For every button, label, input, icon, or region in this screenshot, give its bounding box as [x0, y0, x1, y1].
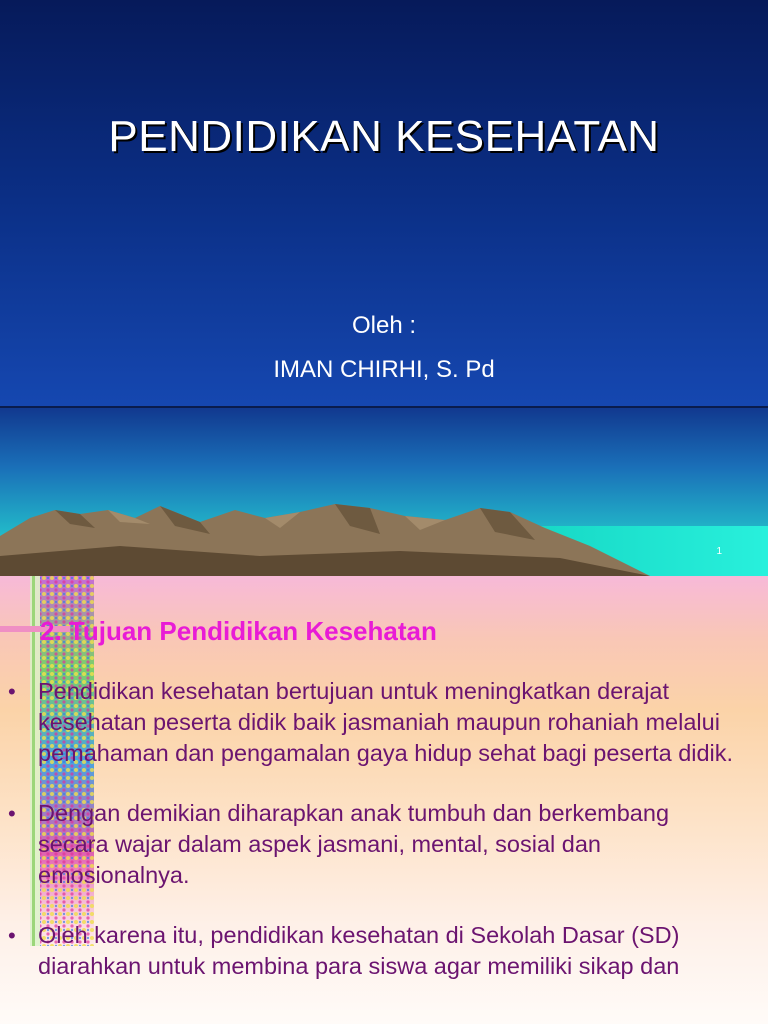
list-item — [0, 798, 768, 891]
bullet-text: Oleh karena itu, pendidikan kesehatan di Sekolah Dasar (SD) diarahkan untuk membina para siswa agar memiliki sikap dan — [38, 922, 680, 979]
slide-title: PENDIDIKAN KESEHATAN — [108, 112, 660, 161]
bullet-icon: • — [8, 923, 16, 948]
slide-heading: 2. Tujuan Pendidikan Kesehatan — [40, 616, 437, 646]
author-label: Oleh : — [351, 312, 417, 339]
author-name: IMAN CHIRHI, S. Pd — [273, 356, 495, 383]
bullet-icon: • — [8, 679, 16, 704]
list-item — [0, 920, 768, 982]
bullet-list — [0, 676, 768, 1011]
mountain-landscape-image — [0, 406, 768, 576]
bullet-text: Pendidikan kesehatan bertujuan untuk meningkatkan derajat kesehatan peserta didik baik jasmaniah maupun rohaniah melalui pemahaman dan pengamalan gaya hidup sehat bagi peserta didik. — [38, 678, 734, 766]
bullet-icon: • — [8, 801, 16, 826]
bullet-text: Dengan demikian diharapkan anak tumbuh dan berkembang secara wajar dalam aspek jasmani, mental, sosial dan emosionalnya. — [38, 800, 670, 888]
content-slide — [0, 576, 768, 1024]
slide-number: 1 — [716, 546, 722, 557]
list-item — [0, 676, 768, 769]
